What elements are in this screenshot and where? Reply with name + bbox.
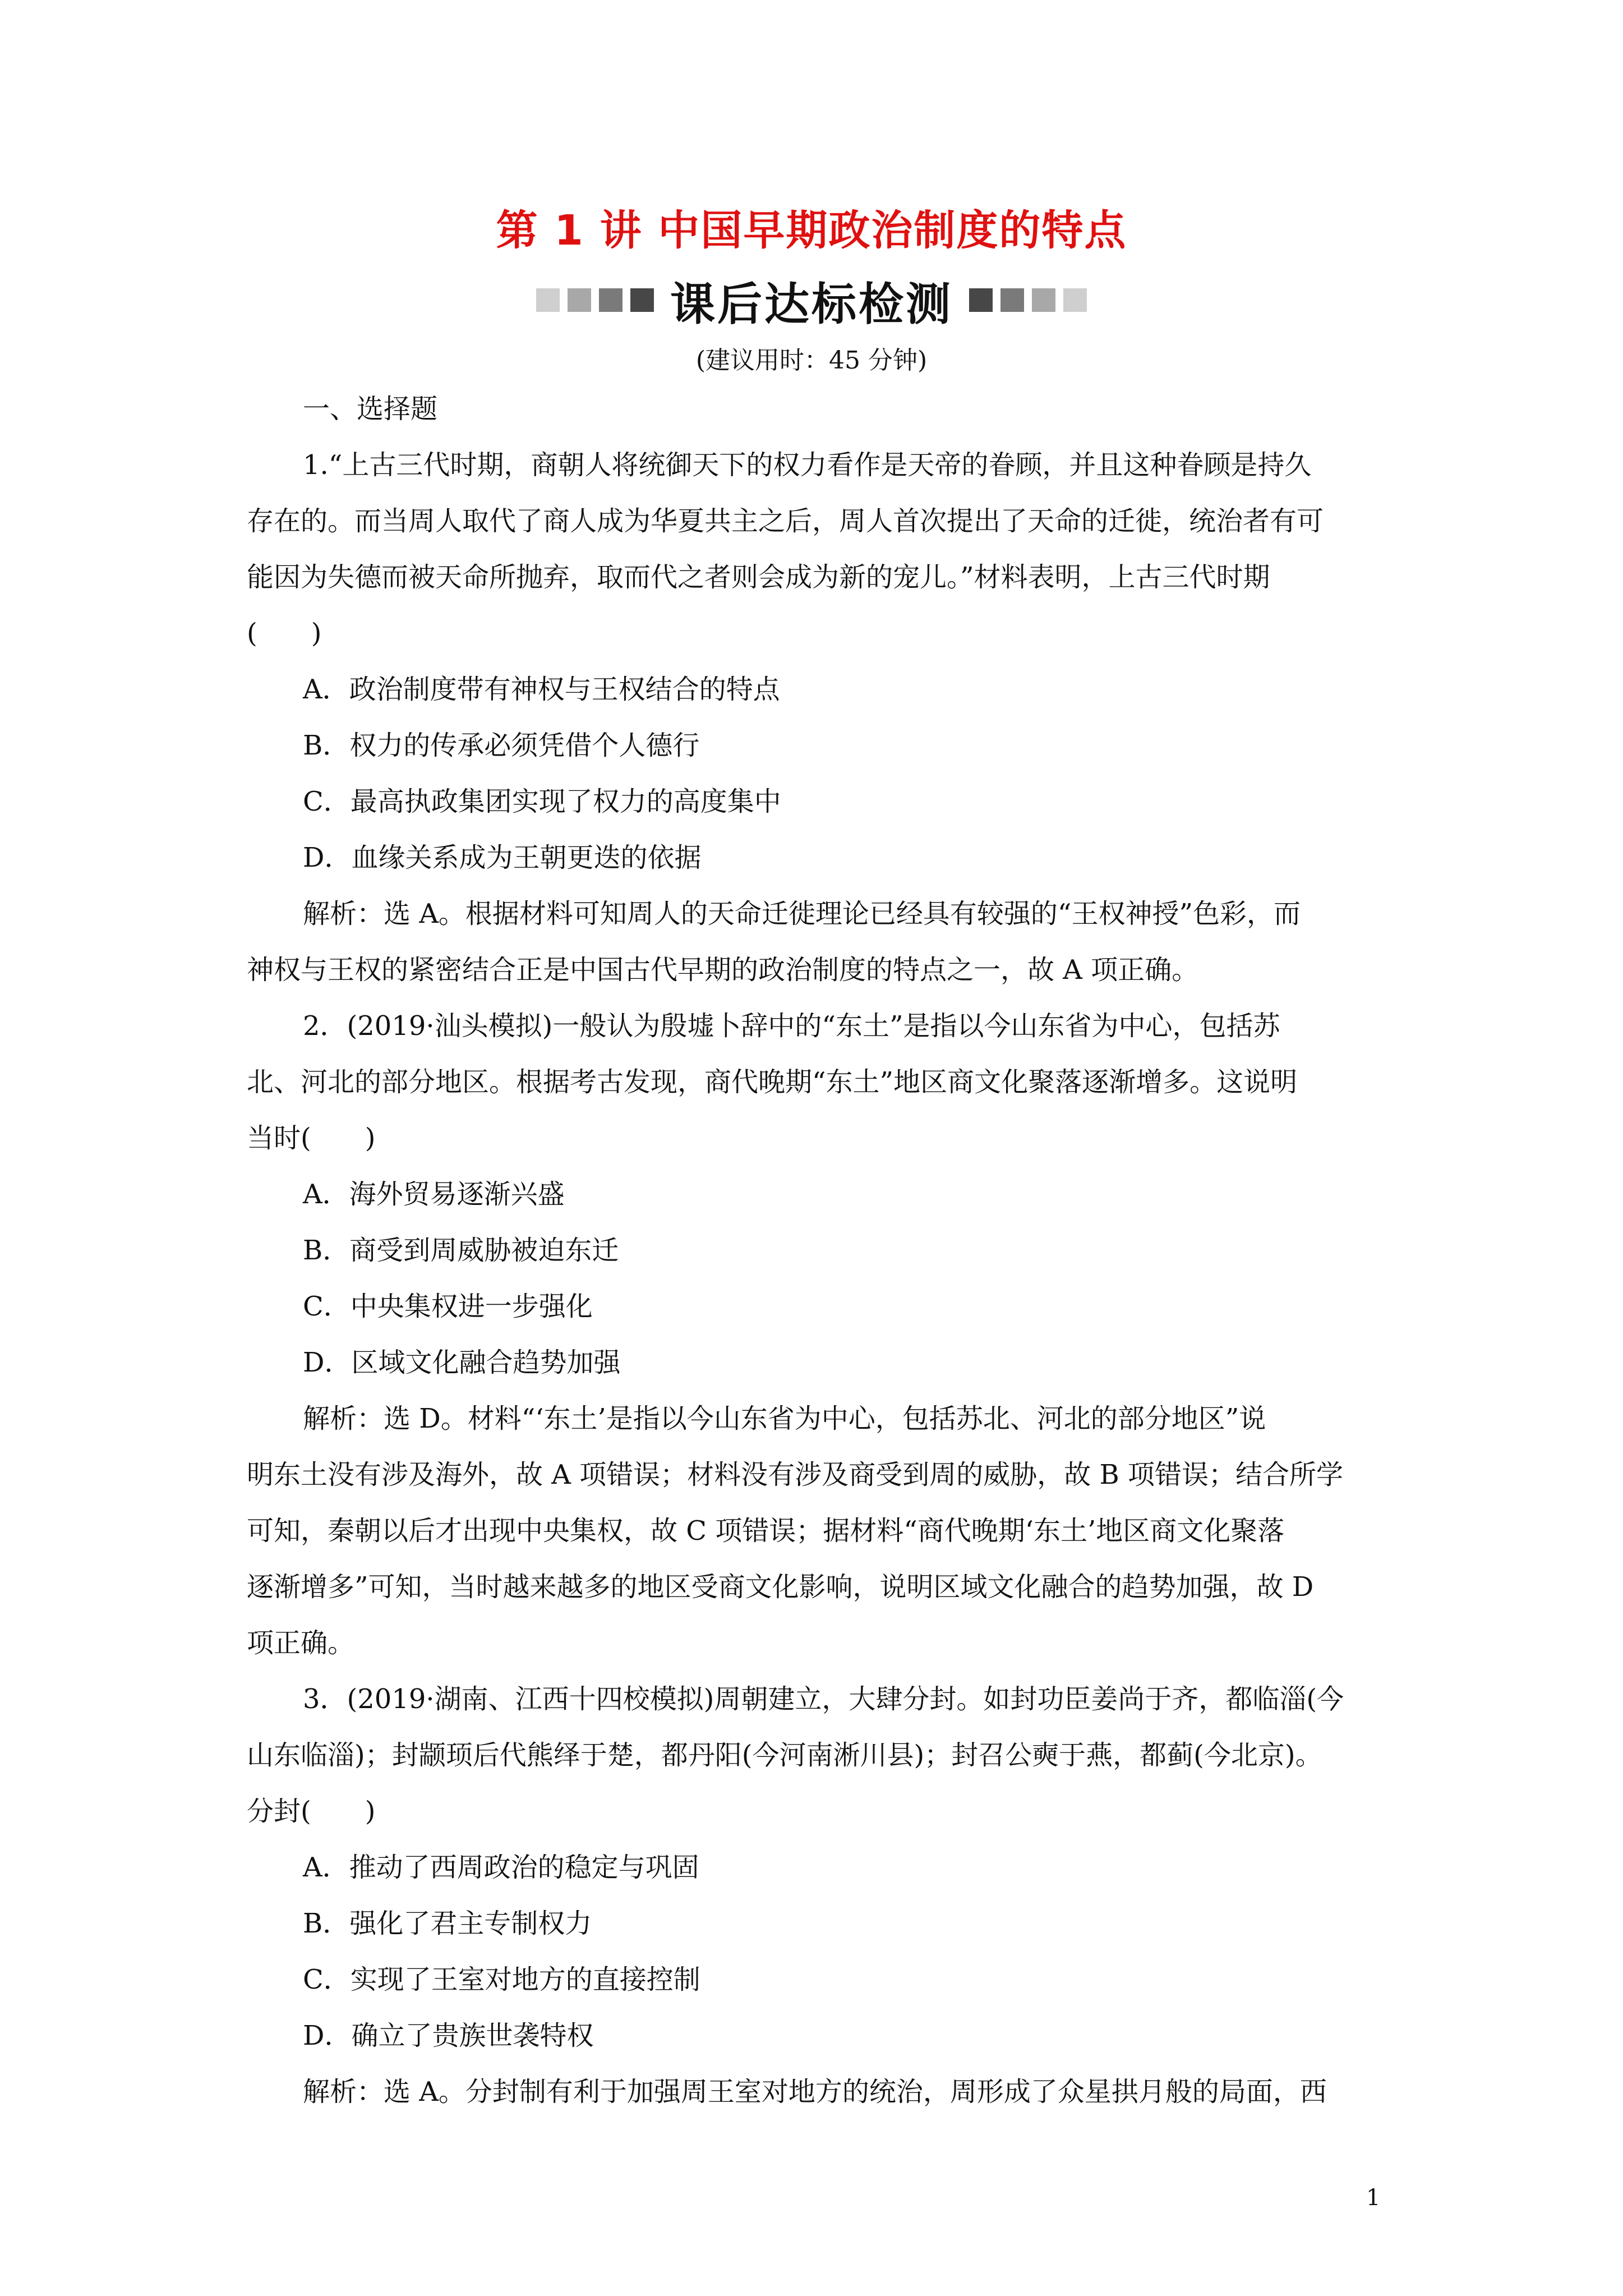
question-3-option-b: B．强化了君主专制权力 <box>303 1908 592 1939</box>
question-2-option-c: C．中央集权进一步强化 <box>303 1291 593 1322</box>
question-2-line-3: 当时( ) <box>247 1122 376 1154</box>
banner-square-right-1 <box>969 288 993 312</box>
banner-square-left-2 <box>568 288 591 312</box>
question-2-analysis-5: 项正确。 <box>247 1627 355 1659</box>
question-2-option-a: A．海外贸易逐渐兴盛 <box>303 1179 565 1210</box>
question-1-line-1: 1.“上古三代时期，商朝人将统御天下的权力看作是天帝的眷顾，并且这种眷顾是持久 <box>303 449 1312 481</box>
banner-square-left-1 <box>536 288 560 312</box>
page-title: 第 1 讲 中国早期政治制度的特点 <box>496 206 1127 255</box>
section-heading: 一、选择题 <box>303 393 438 425</box>
section-banner <box>0 275 1623 330</box>
banner-title: 课后达标检测 <box>670 278 953 330</box>
banner-square-left-4 <box>630 288 654 312</box>
question-1-option-c: C．最高执政集团实现了权力的高度集中 <box>303 786 781 817</box>
question-3-line-3: 分封( ) <box>247 1796 376 1827</box>
banner-square-left-3 <box>599 288 623 312</box>
question-3-option-a: A．推动了西周政治的稳定与巩固 <box>303 1852 699 1883</box>
question-3-option-d: D．确立了贵族世袭特权 <box>303 2020 594 2051</box>
question-2-analysis-3: 可知，秦朝以后才出现中央集权，故 C 项错误；据材料“商代晚期‘东土’地区商文化聚落 <box>247 1515 1285 1547</box>
question-1-line-3: 能因为失德而被天命所抛弃，取而代之者则会成为新的宠儿。”材料表明，上古三代时期 <box>247 562 1270 593</box>
banner-square-right-3 <box>1032 288 1055 312</box>
question-2-line-2: 北、河北的部分地区。根据考古发现，商代晚期“东土”地区商文化聚落逐渐增多。这说明 <box>247 1066 1298 1098</box>
question-2-analysis-1: 解析：选 D。材料“‘东土’是指以今山东省为中心，包括苏北、河北的部分地区”说 <box>303 1403 1266 1434</box>
question-1-line-4: ( ) <box>247 618 322 649</box>
question-2-option-b: B．商受到周威胁被迫东迁 <box>303 1235 619 1266</box>
question-1-option-a: A．政治制度带有神权与王权结合的特点 <box>303 674 780 705</box>
question-1-line-2: 存在的。而当周人取代了商人成为华夏共主之后，周人首次提出了天命的迁徙，统治者有可 <box>247 505 1324 537</box>
question-2-analysis-2: 明东土没有涉及海外，故 A 项错误；材料没有涉及商受到周的威胁，故 B 项错误；结合所学 <box>247 1459 1343 1490</box>
question-1-analysis-2: 神权与王权的紧密结合正是中国古代早期的政治制度的特点之一，故 A 项正确。 <box>247 954 1199 986</box>
question-1-option-b: B．权力的传承必须凭借个人德行 <box>303 730 700 761</box>
banner-square-right-4 <box>1063 288 1087 312</box>
question-3-analysis-1: 解析：选 A。分封制有利于加强周王室对地方的统治，周形成了众星拱月般的局面，西 <box>303 2076 1327 2108</box>
question-3-line-2: 山东临淄)；封颛顼后代熊绎于楚，都丹阳(今河南淅川县)；封召公奭于燕，都蓟(今北京)。 <box>247 1740 1322 1771</box>
question-2-option-d: D．区域文化融合趋势加强 <box>303 1347 621 1378</box>
question-3-line-1: 3．(2019·湖南、江西十四校模拟)周朝建立，大肆分封。如封功臣姜尚于齐，都临淄(今 <box>303 1683 1344 1715</box>
question-2-analysis-4: 逐渐增多”可知，当时越来越多的地区受商文化影响，说明区域文化融合的趋势加强，故 D <box>247 1571 1314 1603</box>
suggested-time: (建议用时：45 分钟) <box>695 346 928 375</box>
question-1-analysis-1: 解析：选 A。根据材料可知周人的天命迁徙理论已经具有较强的“王权神授”色彩，而 <box>303 898 1301 930</box>
question-1-option-d: D．血缘关系成为王朝更迭的依据 <box>303 842 702 873</box>
banner-square-right-2 <box>1000 288 1024 312</box>
question-2-line-1: 2．(2019·汕头模拟)一般认为殷墟卜辞中的“东土”是指以今山东省为中心，包括苏 <box>303 1010 1280 1042</box>
page-number: 1 <box>1366 2185 1381 2211</box>
question-3-option-c: C．实现了王室对地方的直接控制 <box>303 1964 700 1995</box>
